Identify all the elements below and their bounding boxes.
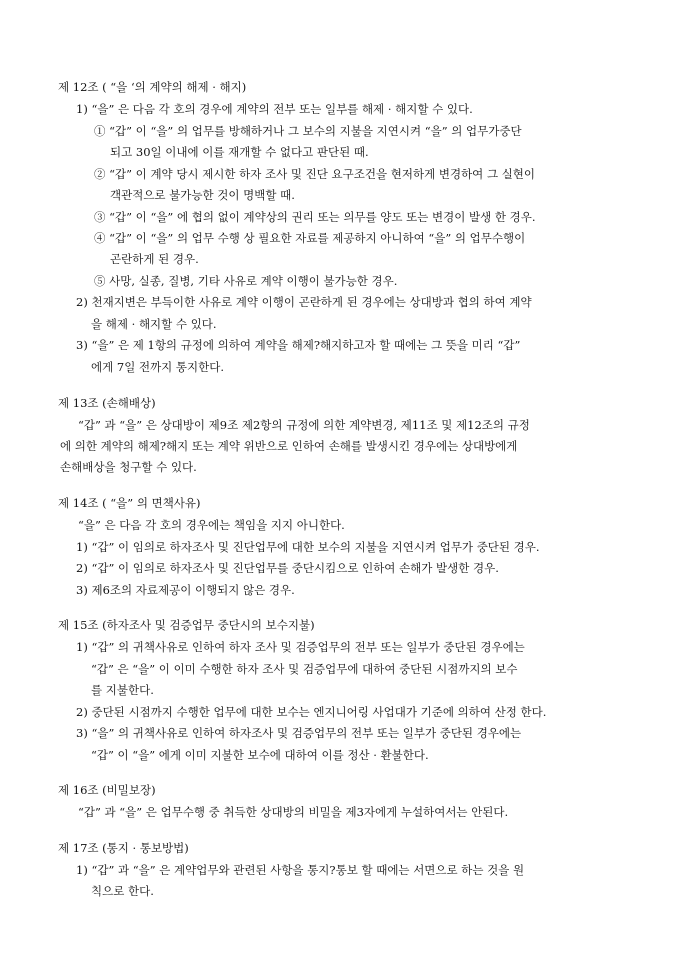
article-12-line: 을 해제 · 해지할 수 있다. — [91, 317, 217, 331]
article-15-line: 1) “갑” 의 귀책사유로 인하여 하자 조사 및 검증업무의 전부 또는 일부가 중단된 경우에는 — [76, 640, 525, 654]
article-12-line: 에게 7일 전까지 통지한다. — [91, 360, 225, 374]
article-15-title: 제 15조 (하자조사 및 검증업무 중단시의 보수지불) — [58, 618, 315, 632]
article-14-title: 제 14조 ( “을” 의 면책사유) — [58, 496, 201, 510]
article-13-line: 손해배상을 청구할 수 있다. — [60, 460, 197, 474]
article-12-title: 제 12조 ( “을 ‘의 계약의 해제 · 해지) — [58, 80, 247, 94]
article-12-line: ① “갑” 이 “을” 의 업무를 방해하거나 그 보수의 지불을 지연시켜 “을” 의 업무가중단 — [94, 124, 522, 138]
article-17-line: 칙으로 한다. — [91, 884, 154, 898]
article-16-title: 제 16조 (비밀보장) — [58, 783, 156, 797]
article-12-line: ④ “갑” 이 “을” 의 업무 수행 상 필요한 자료를 제공하지 아니하여 “을” 의 업무수행이 — [94, 231, 526, 245]
article-12-line: 3) “을” 은 제 1항의 규정에 의하여 계약을 해제?해지하고자 할 때에는 그 뜻을 미리 “갑” — [76, 338, 521, 352]
article-12-line: ② “갑” 이 계약 당시 제시한 하자 조사 및 진단 요구조건을 현저하게 변경하여 그 실현이 — [94, 167, 536, 181]
article-12-line: ③ “갑” 이 “을” 에 협의 없이 계약상의 권리 또는 의무를 양도 또는 변경이 발생 한 경우. — [94, 210, 536, 224]
article-17-title: 제 17조 (통지 · 통보방법) — [58, 841, 189, 855]
article-14-line: 3) 제6조의 자료제공이 이행되지 않은 경우. — [76, 583, 295, 597]
article-12-line: 곤란하게 된 경우. — [110, 252, 199, 266]
article-12-line: 객관적으로 불가능한 것이 명백할 때. — [110, 188, 295, 202]
article-15-line: “갑” 은 “을” 이 이미 수행한 하자 조사 및 검증업무에 대하여 중단된 시점까지의 보수 — [91, 662, 518, 676]
article-13-line: 에 의한 계약의 해제?해지 또는 계약 위반으로 인하여 손해를 발생시킨 경우에는 상대방에게 — [60, 439, 518, 453]
article-16-line: “갑” 과 “을” 은 업무수행 중 취득한 상대방의 비밀을 제3자에게 누설하여서는 안된다. — [78, 805, 509, 819]
article-12-line: 1) “을” 은 다음 각 호의 경우에 계약의 전부 또는 일부를 해제 · 해지할 수 있다. — [76, 102, 473, 116]
article-12-line: 2) 천재지변은 부득이한 사유로 계약 이행이 곤란하게 된 경우에는 상대방과 협의 하여 계약 — [76, 295, 532, 309]
article-12-line: 되고 30일 이내에 이를 재개할 수 없다고 판단된 때. — [110, 145, 369, 159]
article-13-line: “갑” 과 “을” 은 상대방이 제9조 제2항의 규정에 의한 계약변경, 제11조 및 제12조의 규정 — [78, 418, 530, 432]
article-12-line: ⑤ 사망, 실종, 질병, 기타 사유로 계약 이행이 불가능한 경우. — [94, 274, 398, 288]
article-15-line: 를 지불한다. — [91, 683, 154, 697]
article-15-line: 3) “을” 의 귀책사유로 인하여 하자조사 및 검증업무의 전부 또는 일부가 중단된 경우에는 — [76, 726, 522, 740]
article-14-line: 2) “갑” 이 임의로 하자조사 및 진단업무를 중단시킴으로 인하여 손해가 발생한 경우. — [76, 561, 499, 575]
article-13-title: 제 13조 (손해배상) — [58, 396, 156, 410]
article-14-line: “을” 은 다음 각 호의 경우에는 책임을 지지 아니한다. — [78, 518, 345, 532]
article-14-line: 1) “갑” 이 임의로 하자조사 및 진단업무에 대한 보수의 지불을 지연시켜 업무가 중단된 경우. — [76, 540, 540, 554]
article-17-line: 1) “갑” 과 “을” 은 계약업무와 관련된 사항을 통지?통보 할 때에는 서면으로 하는 것을 원 — [76, 863, 525, 877]
article-15-line: “갑” 이 “을” 에게 이미 지불한 보수에 대하여 이를 정산 · 환불한다. — [91, 748, 429, 762]
article-15-line: 2) 중단된 시점까지 수행한 업무에 대한 보수는 엔지니어링 사업대가 기준에 의하여 산정 한다. — [76, 705, 547, 719]
